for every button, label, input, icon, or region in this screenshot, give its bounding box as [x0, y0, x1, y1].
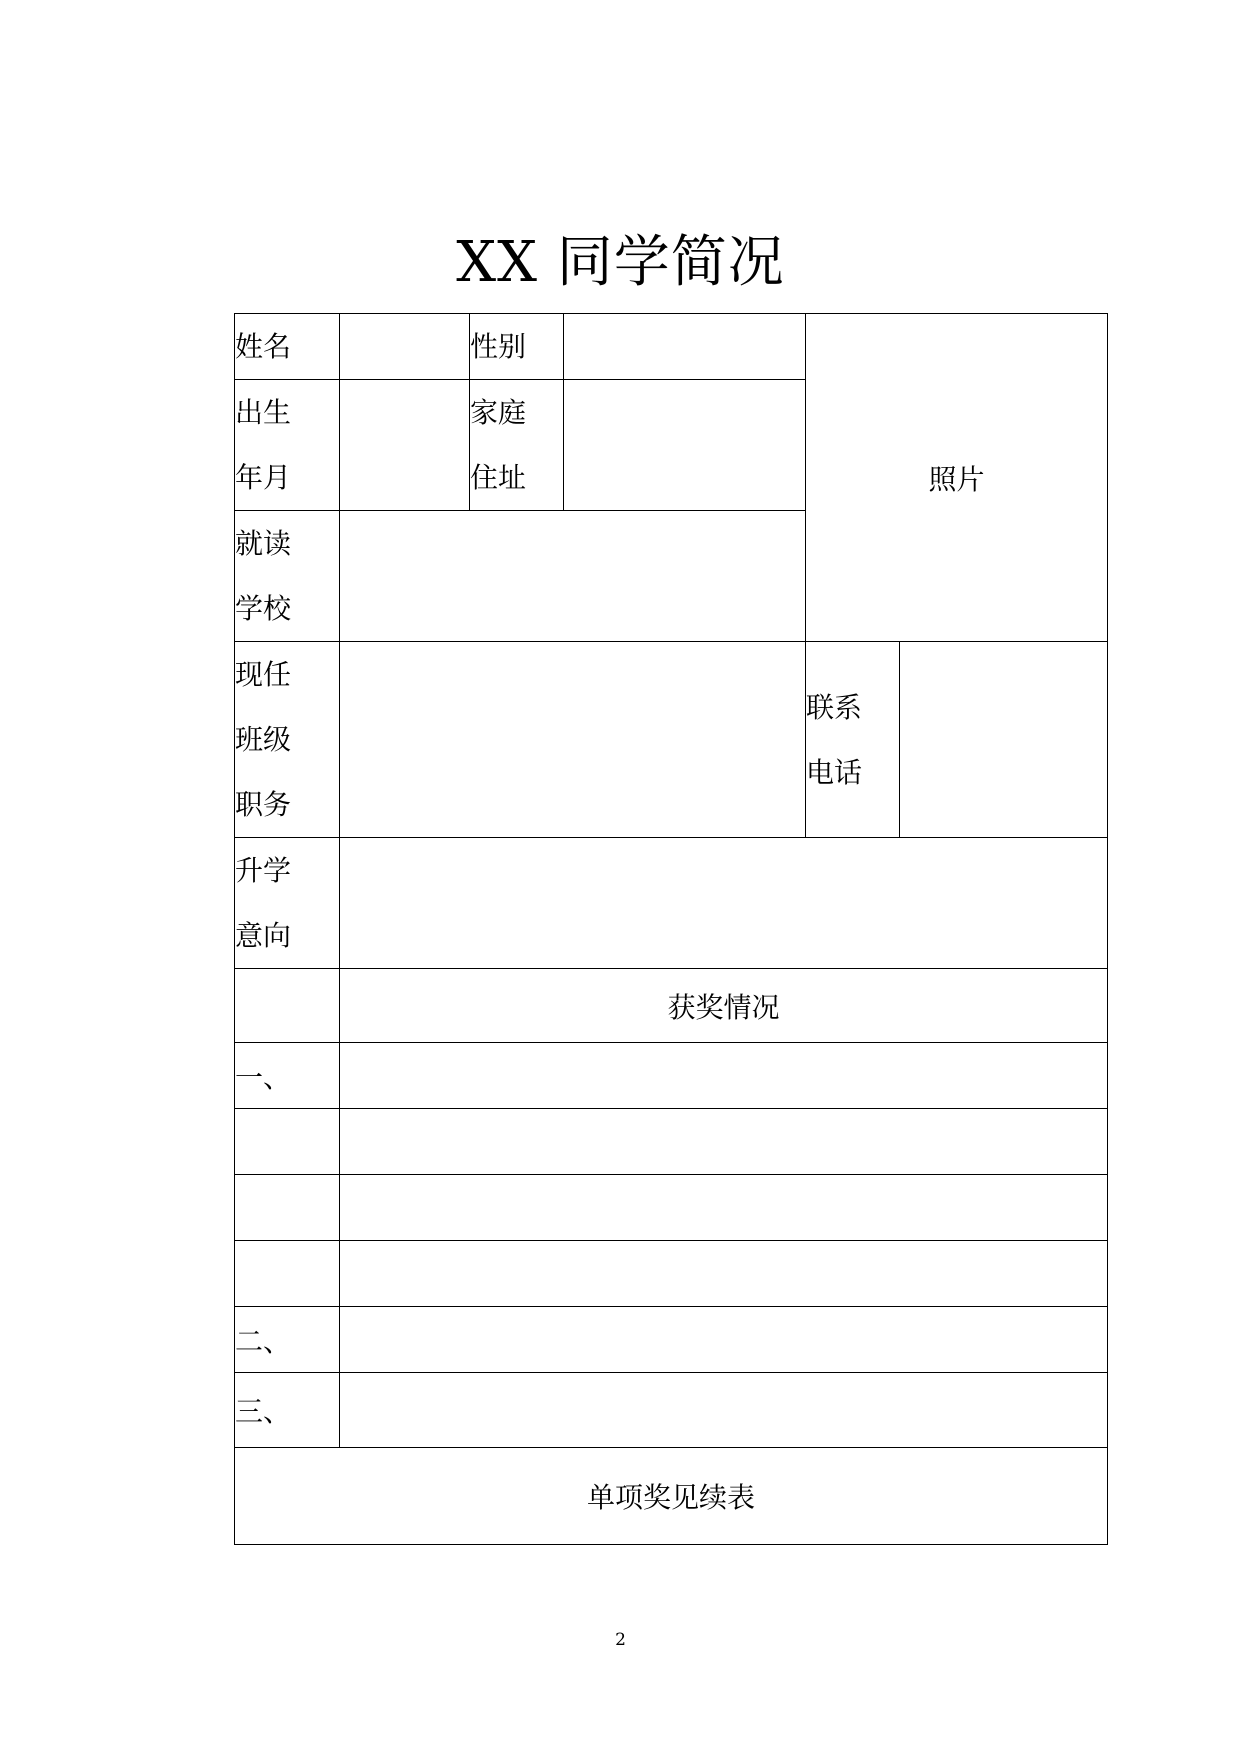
gender-label: 性别 [470, 330, 527, 363]
intention-label-line-1: 升学 [235, 854, 292, 887]
gender-field[interactable] [564, 314, 806, 380]
school-field[interactable] [340, 511, 806, 642]
address-field[interactable] [564, 380, 806, 511]
award-row-label [235, 1043, 340, 1109]
footer-note: 单项奖见续表 [587, 1481, 756, 1514]
name-label-cell [235, 314, 340, 380]
page-title: XX 同学简况 [456, 230, 785, 295]
phone-label-line-1: 联系 [806, 690, 863, 724]
award-row-field[interactable] [340, 1241, 1108, 1307]
phone-label-cell [806, 642, 900, 838]
position-label-cell [235, 642, 340, 838]
award-row-field[interactable] [340, 1175, 1108, 1241]
award-row-label-text: 二、 [235, 1324, 292, 1358]
award-row-field[interactable] [340, 1373, 1108, 1448]
awards-header: 获奖情况 [667, 990, 780, 1024]
phone-label-line-2: 电话 [806, 755, 863, 789]
position-label-line-2: 班级 [235, 723, 292, 756]
position-field[interactable] [340, 642, 806, 838]
award-row-label [235, 1373, 340, 1448]
address-label-line-1: 家庭 [470, 396, 527, 429]
student-profile-table [234, 313, 1108, 1545]
award-row-label [235, 1109, 340, 1175]
award-row-label [235, 1175, 340, 1241]
intention-label-cell [235, 838, 340, 969]
award-row-field[interactable] [340, 1307, 1108, 1373]
award-row-field[interactable] [340, 1109, 1108, 1175]
birth-field[interactable] [340, 380, 470, 511]
award-row-label-text: 一、 [235, 1060, 292, 1094]
phone-field[interactable] [900, 642, 1108, 838]
gender-label-cell [470, 314, 564, 380]
photo-label: 照片 [928, 462, 985, 496]
photo-cell[interactable] [806, 314, 1108, 642]
position-label-line-3: 职务 [235, 788, 292, 821]
intention-label-line-2: 意向 [235, 919, 292, 952]
position-label-line-1: 现任 [235, 658, 292, 691]
award-row-label [235, 1241, 340, 1307]
school-label-cell [235, 511, 340, 642]
intention-field[interactable] [340, 838, 1108, 969]
name-label: 姓名 [235, 330, 292, 363]
school-label-line-1: 就读 [235, 527, 292, 560]
awards-header-cell [340, 969, 1108, 1043]
address-label-cell [470, 380, 564, 511]
school-label-line-2: 学校 [235, 592, 292, 625]
birth-label-line-1: 出生 [235, 396, 292, 429]
page-number: 2 [615, 1630, 626, 1650]
name-field[interactable] [340, 314, 470, 380]
birth-label-line-2: 年月 [235, 461, 292, 494]
awards-header-blank [235, 969, 340, 1043]
award-row-field[interactable] [340, 1043, 1108, 1109]
award-row-label-text: 三、 [235, 1395, 292, 1428]
address-label-line-2: 住址 [470, 461, 527, 494]
birth-label-cell [235, 380, 340, 511]
award-row-label [235, 1307, 340, 1373]
footer-note-cell [235, 1448, 1108, 1545]
